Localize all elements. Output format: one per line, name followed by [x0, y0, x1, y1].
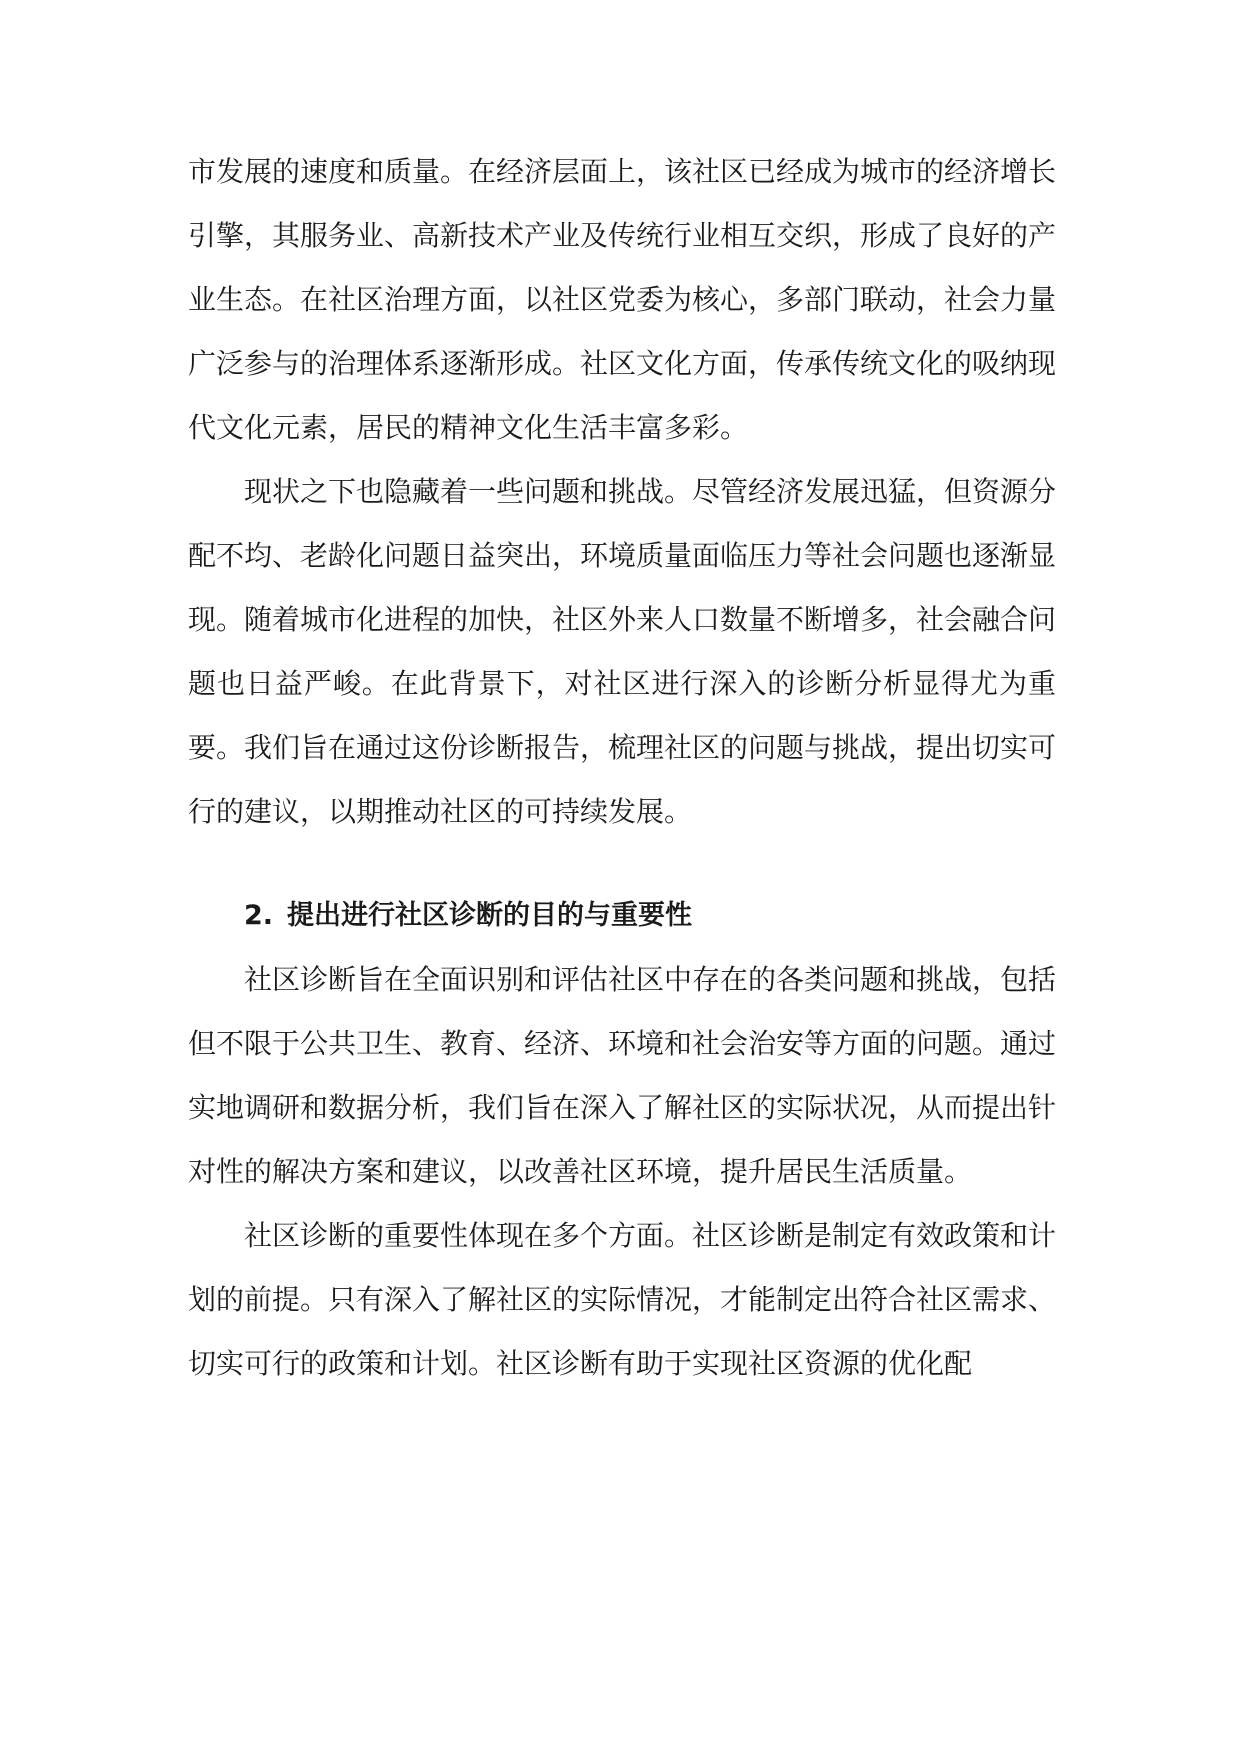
section-number: 2. — [244, 900, 274, 931]
paragraph-diagnosis-importance: 社区诊断的重要性体现在多个方面。社区诊断是制定有效政策和计划的前提。只有深入了解社区的实际情况，才能制定出符合社区需求、切实可行的政策和计划。社区诊断有助于实现社区资源的优化配 — [188, 1219, 1057, 1380]
section-title: 提出进行社区诊断的目的与重要性 — [287, 900, 693, 931]
document-body — [188, 140, 1056, 1396]
paragraph-urban-development: 市发展的速度和质量。在经济层面上，该社区已经成为城市的经济增长引擎，其服务业、高新技术产业及传统行业相互交织，形成了良好的产业生态。在社区治理方面，以社区党委为核心，多部门联动，社会力量广泛参与的治理体系逐渐形成。社区文化方面，传承传统文化的吸纳现代文化元素，居民的精神文化生活丰富多彩。 — [188, 155, 1057, 444]
paragraph-problems-challenges: 现状之下也隐藏着一些问题和挑战。尽管经济发展迅猛，但资源分配不均、老龄化问题日益突出，环境质量面临压力等社会问题也逐渐显现。随着城市化进程的加快，社区外来人口数量不断增多，社会融合问题也日益严峻。在此背景下，对社区进行深入的诊断分析显得尤为重要。我们旨在通过这份诊断报告，梳理社区的问题与挑战，提出切实可行的建议，以期推动社区的可持续发展。 — [188, 475, 1057, 828]
paragraph-diagnosis-purpose: 社区诊断旨在全面识别和评估社区中存在的各类问题和挑战，包括但不限于公共卫生、教育、经济、环境和社会治安等方面的问题。通过实地调研和数据分析，我们旨在深入了解社区的实际状况，从而提出针对性的解决方案和建议，以改善社区环境，提升居民生活质量。 — [188, 963, 1057, 1188]
section-heading — [188, 884, 1056, 948]
